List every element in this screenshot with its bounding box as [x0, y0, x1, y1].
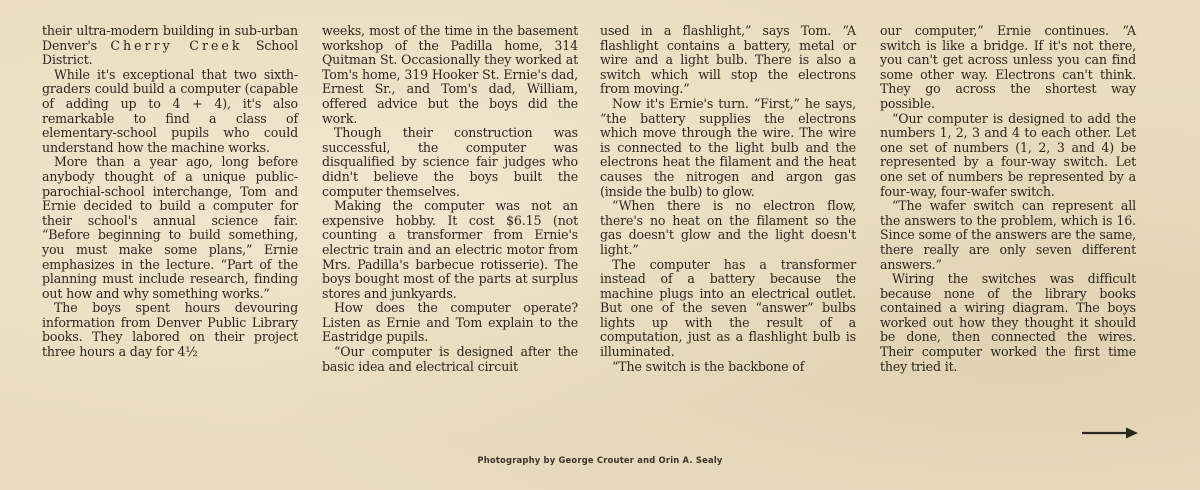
paragraph: “Our computer is designed after the basic idea and electrical circuit	[322, 344, 578, 374]
paragraph: “The switch is the backbone of	[612, 358, 805, 374]
paragraph: How does the computer operate? Listen as Ernie and Tom explain to the Eastridge pupils.	[322, 300, 578, 345]
paragraph: Now it's Ernie's turn. “First,” he says, “the battery supplies the electrons which move through the wire. The wire is connected to the light bulb and the electrons heat the filament and the heat causes the nitrogen and argon gas (inside the bulb) to glow.	[600, 95, 856, 199]
place-name: Cherry Creek	[110, 37, 243, 53]
paragraph: weeks, most of the time in the basement workshop of the Padilla home, 314 Quitman St. Occasionally they worked at Tom's home, 319 Hooker St. Ernie's dad, Ernest Sr., and Tom's dad, William, offered advice but the boys did the work.	[322, 23, 578, 126]
article-column-3	[600, 24, 856, 374]
paragraph: “The wafer switch can represent all the answers to the problem, which is 16. Since some of the answers are the same, there really are only seven different answers.”	[880, 198, 1136, 272]
paragraph: Making the computer was not an expensive hobby. It cost $6.15 (not counting a transformer from Ernie's electric train and an electric motor from Mrs. Padilla's barbecue rotisserie). The boys bought most of the parts at surplus stores and junkyards.	[322, 198, 578, 301]
paragraph: used in a flashlight,” says Tom. “A flashlight contains a battery, metal or wire and a light bulb. There is also a switch which will stop the electrons from moving.”	[600, 23, 856, 97]
article-column-1	[42, 24, 298, 360]
paragraph: our computer,” Ernie continues. “A switch is like a bridge. If it's not there, you can't get across unless you can find some other way. Electrons can't think. They go across the shortest way possible.	[880, 23, 1136, 111]
article-column-4	[880, 24, 1136, 374]
paragraph: Though their construction was successful, the computer was disqualified by science fair judges who didn't believe the boys built the computer themselves.	[322, 125, 578, 199]
paragraph: More than a year ago, long before anybody thought of a unique public-parochial-school interchange, Tom and Ernie decided to build a computer for their school's annual science fair. “Before beginning to build something, you must make some plans,” Ernie emphasizes in the lecture. “Part of the planning must include research, finding out how and why something works.”	[42, 154, 298, 301]
paragraph	[42, 24, 298, 68]
paragraph: The boys spent hours devouring information from Denver Public Library books. They labored on their project three hours a day for 4½	[42, 300, 298, 360]
paragraph: “When there is no electron flow, there's no heat on the filament so the gas doesn't glow and the light doesn't light.”	[600, 198, 856, 257]
paragraph: “Our computer is designed to add the numbers 1, 2, 3 and 4 to each other. Let one set of numbers (1, 2, 3 and 4) be represented by a four-way switch. Let one set of numbers be represented by a four-way, four-wafer switch.	[880, 110, 1136, 199]
paragraph-text: their ultra-modern building in sub-urban Denver's	[42, 23, 298, 53]
photo-credit: Photography by George Crouter and Orin A. Sealy	[477, 455, 723, 465]
paragraph-text: School District.	[42, 37, 298, 68]
right-arrow-icon	[1082, 426, 1138, 440]
article-columns	[42, 24, 1148, 424]
paragraph: The computer has a transformer instead of a battery because the machine plugs into an electrical outlet. But one of the seven “answer” bulbs lights up with the result of a computation, just as a flashlight bulb is illuminated.	[600, 256, 856, 360]
paragraph: While it's exceptional that two sixth-graders could build a computer (capable of adding up to 4 + 4), it's also remarkable to find a class of elementary-school pupils who could understand how the machine works.	[42, 66, 298, 155]
paragraph: Wiring the switches was difficult because none of the library books contained a wiring diagram. The boys worked out how they thought it should be done, then connected the wires. Their computer worked the first time they tried it.	[880, 271, 1136, 374]
article-column-2	[322, 24, 578, 374]
